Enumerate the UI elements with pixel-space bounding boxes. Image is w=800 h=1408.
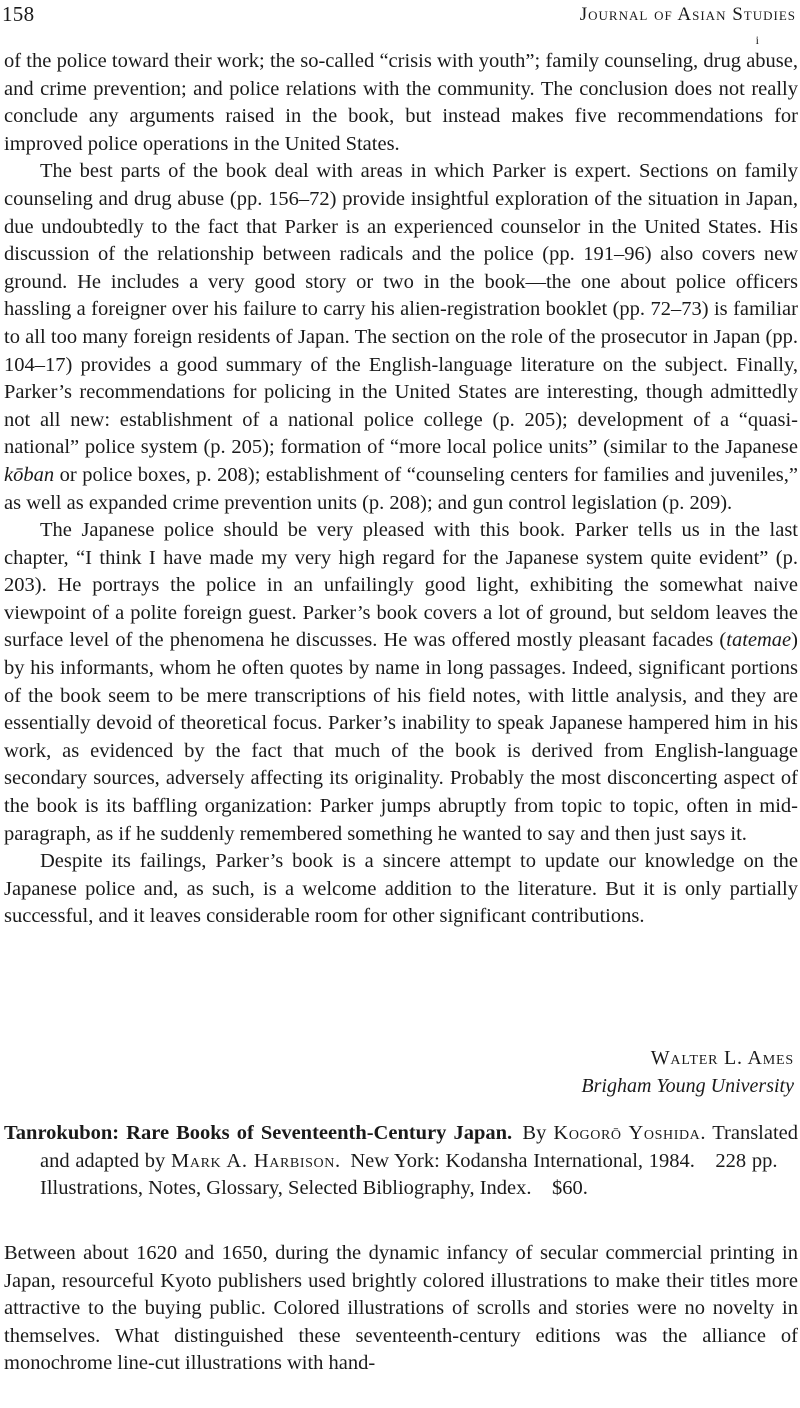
review-paragraph-1: of the police toward their work; the so-called “crisis with youth”; family counseling, drug abuse, and crime prevention; and police relations with the community. The conclusion does not really conclude any arguments raised in the book, but instead makes five recommendations for improved police operations in the United States.	[4, 50, 798, 155]
book-translator: Mark A. Harbison	[171, 1149, 335, 1172]
by-label: By	[522, 1122, 547, 1144]
review-body	[4, 48, 798, 931]
paragraph-text: or police boxes, p. 208); establishment of “counseling centers for families and juveniles,” as well as expanded crime prevention units (p. 208); and gun control legislation (p. 209).	[4, 463, 798, 514]
review-paragraph-3	[4, 517, 798, 848]
italic-term: kōban	[4, 463, 55, 486]
second-review-body	[4, 1240, 798, 1378]
book-author: Kogorō Yoshida	[553, 1122, 701, 1144]
reviewer-signature	[581, 1044, 794, 1100]
reviewer-name: Walter L. Ames	[650, 1047, 794, 1069]
translated-label: Translated and adapted by	[40, 1122, 799, 1172]
reviewer-affiliation: Brigham Young University	[581, 1075, 794, 1097]
review-paragraph-2	[4, 158, 798, 517]
paragraph-text: ) by his informants, whom he often quotes by name in long passages. Indeed, significant portions of the book seem to be mere transcriptions of his field notes, with little analysis, and they are essentially devoid of theoretical focus. Parker’s inability to speak Japanese hampered him in his work, as evidenced by the fact that much of the book is derived from English-language secondary sources, adversely affecting its originality. Probably the most disconcerting aspect of the book is its baffling organization: Parker jumps abruptly from topic to topic, often in midparagraph, as if he suddenly remembered something he wanted to say and then just says it.	[4, 629, 798, 845]
book-title: Tanrokubon: Rare Books of Seventeenth-Century Japan.	[4, 1122, 513, 1144]
paragraph-text: The Japanese police should be very pleased with this book. Parker tells us in the last chapter, “I think I have made my very high regard for the Japanese system quite evident” (p. 203). He portrays the police in an unfailingly good light, exhibiting the somewhat naive viewpoint of a polite foreign guest. Parker’s book covers a lot of ground, but seldom leaves the surface level of the phenomena he discusses. He was offered mostly pleasant facades (	[4, 519, 798, 652]
publication-details: New York: Kodansha International, 1984. 228 pp. Illustrations, Notes, Glossary, Selected Bibliography, Index. $60.	[40, 1149, 799, 1200]
margin-mark: i	[755, 33, 759, 47]
review-paragraph-4: Despite its failings, Parker’s book is a sincere attempt to update our knowledge on the Japanese police and, as such, is a welcome addition to the literature. But it is only partially successful, and it leaves considerable room for other significant contributions.	[4, 850, 798, 928]
page-number: 158	[2, 2, 35, 26]
paragraph-text: The best parts of the book deal with areas in which Parker is expert. Sections on family counseling and drug abuse (pp. 156–72) provide insightful exploration of the situation in Japan, due undoubtedly to the fact that Parker is an experienced counselor in the United States. His discussion of the relationship between radicals and the police (pp. 191–96) also covers new ground. He includes a very good story or two in the book—the one about police officers hassling a foreigner over his failure to carry his alien-registration booklet (pp. 72–73) is familiar to all too many foreign residents of Japan. The section on the role of the prosecutor in Japan (pp. 104–17) provides a good summary of the English-language literature on the subject. Finally, Parker’s recommendations for policing in the United States are interesting, though admittedly not all new: establishment of a national police college (p. 205); development of a “quasinational” police system (p. 205); formation of “more local police units” (similar to the Japanese	[4, 160, 798, 459]
page-header	[0, 0, 800, 47]
italic-term: tatemae	[726, 629, 792, 652]
book-citation: Tanrokubon: Rare Books of Seventeenth-Century Japan. By Kogorō Yoshida. Translated and adapted by Mark A. Harbison. New York: Kodansha International, 1984. 228 pp. Illustrations, Notes, Glossary, Selected Bibliography, Index. $60.	[4, 1122, 799, 1200]
second-review-paragraph: Between about 1620 and 1650, during the dynamic infancy of secular commercial printing in Japan, resourceful Kyoto publishers used brightly colored illustrations to make their titles more attractive to the buying public. Colored illustrations of scrolls and stories were no novelty in themselves. What distinguished these seventeenth-century editions was the alliance of monochrome line-cut illustrations with hand-	[4, 1242, 798, 1375]
running-head: Journal of Asian Studies	[579, 4, 796, 25]
